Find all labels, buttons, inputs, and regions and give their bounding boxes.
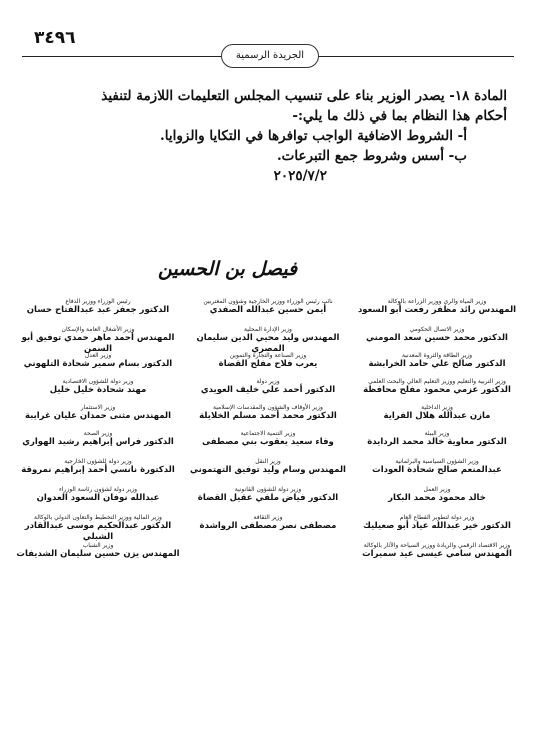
signer-title: وزير دولة لتطوير القطاع العام <box>399 514 475 521</box>
signer-title: وزير النقل <box>255 458 281 465</box>
signer-name: المهندس وسام وليد توفيق التهتموني <box>190 465 346 475</box>
signer-title: وزير الاقتصاد الرقمي والريادة ووزير السياحة والآثار بالوكالة <box>363 542 511 549</box>
signer-name: وفاء سعيد يعقوب بني مصطفى <box>202 437 334 447</box>
signer-entry <box>13 486 183 504</box>
signer-entry <box>13 458 183 476</box>
signer-name: الدكتور بسام سمير شحادة التلهوني <box>23 359 173 369</box>
signer-entry <box>183 298 353 316</box>
signer-entry <box>352 404 522 422</box>
signer-entry <box>183 378 353 396</box>
signer-name: أيمن حسين عبدالله الصفدي <box>209 305 327 315</box>
signer-name: المهندس أحمد ماهر حمدي توفيق أبو السمن <box>21 333 175 354</box>
signer-name: المهندس مثنى حمدان عليان غرايبة <box>24 411 172 421</box>
article-18 <box>27 86 507 186</box>
signer-name: الدكتور فراس إبراهيم رشيد الهواري <box>22 437 174 447</box>
signer-entry <box>183 430 353 448</box>
signer-name: الدكتور جعفر عبد عبدالفتاح حسان <box>26 305 170 315</box>
signer-title: وزير دولة للشؤون الخارجية <box>64 458 132 465</box>
signer-title: وزير الأوقاف والشؤون والمقدسات الإسلامية <box>213 404 323 411</box>
signer-name: الدكتور معاوية خالد محمد الردايدة <box>367 437 507 447</box>
signer-title: وزير البيئة <box>424 430 450 437</box>
signer-name: الدكتور عبدالحكيم موسى عبدالقادر الشبلي <box>24 521 172 542</box>
signer-title: وزير دولة للشؤون الاقتصادية <box>62 378 134 385</box>
signer-title: وزير الشباب <box>82 542 114 549</box>
article-date: ٢٠٢٥/٧/٢ <box>273 168 327 184</box>
signer-name: الدكتور أحمد علي خليف العويدي <box>200 385 336 395</box>
signer-name: مصطفى نصر مصطفى الرواشدة <box>199 521 337 531</box>
signer-entry <box>13 404 183 422</box>
signer-entry <box>13 430 183 448</box>
signer-title: وزير الثقافة <box>253 514 283 521</box>
signer-entry <box>352 378 522 396</box>
signer-title: وزير الاتصال الحكومي <box>409 326 465 333</box>
signer-title: نائب رئيس الوزراء ووزير الخارجية وشؤون المغتربين <box>203 298 333 305</box>
signer-title: وزير الأشغال العامة والإسكان <box>61 326 135 333</box>
signer-title: وزير الشؤون السياسية والبرلمانية <box>395 458 479 465</box>
signer-title: وزير التنمية الاجتماعية <box>240 430 296 437</box>
signer-name: الدكتورة نانسي أحمد إبراهيم نمروقة <box>21 465 175 475</box>
signer-entry <box>13 352 183 370</box>
signer-entry <box>13 378 183 396</box>
signer-name: الدكتور فياض ملفي عقيل القضاة <box>197 493 339 503</box>
signer-entry <box>13 542 183 560</box>
signer-name: مهند شحادة خليل خليل <box>49 385 147 395</box>
signer-title: رئيس الوزراء ووزير الدفاع <box>65 298 131 305</box>
signer-title: وزير العمل <box>423 486 451 493</box>
article-line-1: المادة ١٨- يصدر الوزير بناء على تنسيب المجلس التعليمات اللازمة لتنفيذ <box>101 88 507 104</box>
signer-entry <box>13 326 183 355</box>
signer-title: وزير الطاقة والثروة المعدنية <box>401 352 473 359</box>
signer-title: وزير دولة للشؤون القانونية <box>234 486 302 493</box>
signer-name: يعرب فلاح مفلح القضاة <box>218 359 318 369</box>
royal-signature-text: فيصل بن الحسين <box>158 258 298 280</box>
signer-name: الدكتور عزمي محمود مفلح محافظة <box>363 385 511 395</box>
signer-title: وزير التربية والتعليم ووزير التعليم العالي والبحث العلمي <box>368 378 506 385</box>
signer-name: الدكتور محمد حسين سعد المومني <box>366 333 508 343</box>
signer-entry <box>183 514 353 532</box>
signer-title: وزير دولة لشؤون رئاسة الوزراء <box>58 486 138 493</box>
royal-signature <box>42 250 298 284</box>
signer-entry <box>13 298 183 316</box>
signer-entry <box>352 352 522 370</box>
signer-entry <box>352 430 522 448</box>
signer-name: المهندس يزن حسين سليمان الشديفات <box>16 549 180 559</box>
signer-title: وزير المياه والري ووزير الزراعة بالوكالة <box>387 298 487 305</box>
signer-entry <box>183 404 353 422</box>
signer-title: وزير المالية ووزير التخطيط والتعاون الدولي بالوكالة <box>34 514 162 521</box>
signer-entry <box>352 486 522 504</box>
signer-name: عبدالله نوفان السعود العدوان <box>36 493 160 503</box>
signer-title: وزير الإدارة المحلية <box>244 326 292 333</box>
signer-name: المهندس سامي عيسى عيد سميرات <box>362 549 512 559</box>
signer-title: وزير الصناعة والتجارة والتموين <box>229 352 307 359</box>
signer-name: الدكتور صالح علي حامد الخرابشة <box>368 359 506 369</box>
signer-name: خالد محمود محمد البكار <box>388 493 486 503</box>
page-number: ٣٤٩٦ <box>34 28 76 48</box>
article-item-a: أ- الشروط الاضافية الواجب توافرها في التكايا والزوايا. <box>160 128 467 144</box>
signer-name: الدكتور خير عبدالله عياد أبو صعيليك <box>363 521 511 531</box>
signer-entry <box>352 514 522 532</box>
signer-entry <box>183 486 353 504</box>
signer-name: عبدالمنعم صالح شحادة العودات <box>372 465 502 475</box>
signer-title: وزير الداخلية <box>421 404 453 411</box>
signer-title: وزير دولة <box>256 378 280 385</box>
gazette-label: الجريدة الرسمية <box>221 44 319 68</box>
signer-entry <box>183 352 353 370</box>
article-line-2: أحكام هذا النظام بما في ذلك ما يلي:- <box>292 108 507 124</box>
signer-entry <box>183 326 353 355</box>
signer-entry <box>352 326 522 344</box>
signer-entry <box>352 298 522 316</box>
signer-entry <box>13 514 183 543</box>
signer-entry <box>183 458 353 476</box>
signer-title: وزير العدل <box>84 352 112 359</box>
signer-entry <box>352 542 522 560</box>
article-item-b: ب- أسس وشروط جمع التبرعات. <box>276 148 467 164</box>
signer-entry <box>352 458 522 476</box>
signer-name: الدكتور محمد أحمد مسلم الخلايلة <box>199 411 337 421</box>
signer-name: المهندس وليد محيي الدين سليمان المصري <box>196 333 340 354</box>
signer-title: وزير الصحة <box>83 430 113 437</box>
signer-name: مازن عبدالله هلال الفراية <box>383 411 491 421</box>
signer-title: وزير الاستثمار <box>80 404 116 411</box>
signer-name: المهندس رائد مظفر رفعت أبو السعود <box>357 305 517 315</box>
